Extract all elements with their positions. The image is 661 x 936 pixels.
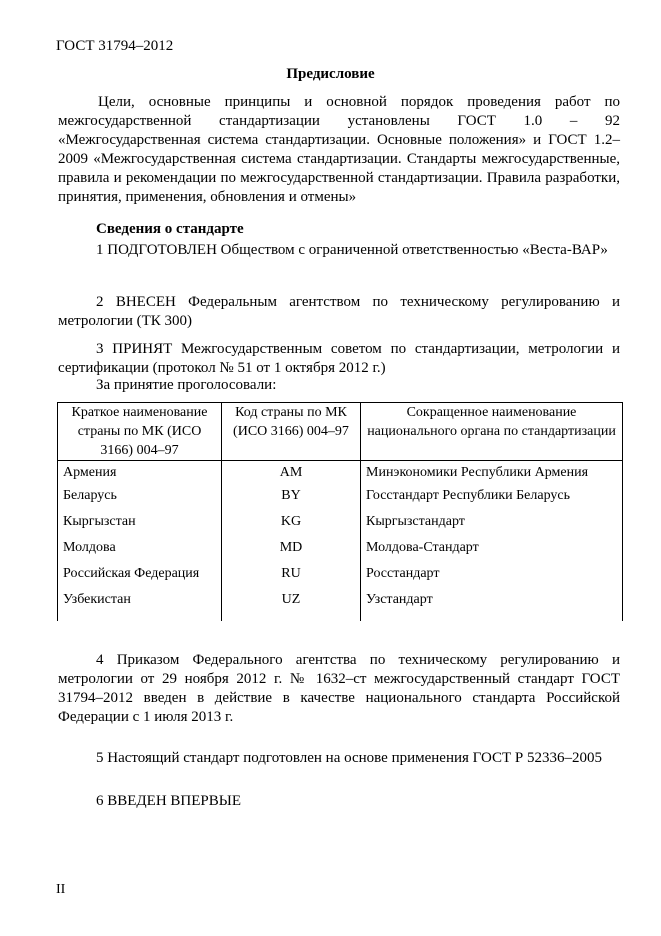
voting-table bbox=[57, 402, 623, 621]
country-name: Узбекистан bbox=[58, 591, 222, 621]
country-code: RU bbox=[222, 565, 361, 591]
country-code: MD bbox=[222, 539, 361, 565]
preface-paragraph bbox=[58, 93, 620, 207]
country-code: AM bbox=[222, 461, 361, 488]
country-name: Армения bbox=[58, 461, 222, 488]
table-row bbox=[58, 539, 623, 565]
table-row bbox=[58, 487, 623, 513]
info-item-3: 3 ПРИНЯТ Межгосударственным советом по стандартизации, метрологии и сертификации (протокол № 51 от 1 октября 2012 г.) bbox=[58, 341, 620, 376]
table-row bbox=[58, 591, 623, 621]
info-item-5: 5 Настоящий стандарт подготовлен на основе применения ГОСТ Р 52336–2005 bbox=[96, 750, 602, 766]
header-country-code: Код страны по МК (ИСО 3166) 004–97 bbox=[222, 403, 361, 461]
standards-body: Молдова-Стандарт bbox=[361, 539, 623, 565]
standards-body: Узстандарт bbox=[361, 591, 623, 621]
standards-body: Госстандарт Республики Беларусь bbox=[361, 487, 623, 513]
page-number: II bbox=[56, 882, 66, 897]
standards-body: Кыргызстандарт bbox=[361, 513, 623, 539]
country-code: UZ bbox=[222, 591, 361, 621]
country-name: Кыргызстан bbox=[58, 513, 222, 539]
preface-text: Цели, основные принципы и основной порядок проведения работ по межгосударственной стандартизации установлены ГОСТ 1.0 – 92 «Межгосударственная система стандартизации. Основные положения» и ГОСТ 1.2–2009 «Межгосударственная система стандартизации. Стандарты межгосударственные, правила и рекомендации по межгосударственной стандартизации. Правила разработки, принятия, применения, обновления и отмены» bbox=[58, 94, 620, 205]
standards-body: Росстандарт bbox=[361, 565, 623, 591]
preface-title: Предисловие bbox=[286, 66, 375, 82]
info-item-1: 1 ПОДГОТОВЛЕН Обществом с ограниченной ответственностью «Веста-ВАР» bbox=[96, 242, 608, 258]
standards-body: Минэкономики Республики Армения bbox=[361, 461, 623, 488]
header-country-name: Краткое наименование страны по МК (ИСО 3166) 004–97 bbox=[58, 403, 222, 461]
country-code: KG bbox=[222, 513, 361, 539]
table-header-row bbox=[58, 403, 623, 461]
table-row bbox=[58, 513, 623, 539]
country-name: Беларусь bbox=[58, 487, 222, 513]
table-row bbox=[58, 565, 623, 591]
document-code: ГОСТ 31794–2012 bbox=[56, 38, 174, 54]
country-code: BY bbox=[222, 487, 361, 513]
voted-label: За принятие проголосовали: bbox=[96, 377, 277, 393]
standard-info-heading: Сведения о стандарте bbox=[96, 221, 244, 237]
info-item-6: 6 ВВЕДЕН ВПЕРВЫЕ bbox=[96, 793, 241, 809]
info-item-4: 4 Приказом Федерального агентства по техническому регулированию и метрологии от 29 ноября 2012 г. № 1632–ст межгосударственный стандарт ГОСТ 31794–2012 введен в действие в качестве национального стандарта Российской Федерации с 1 июля 2013 г. bbox=[58, 652, 620, 725]
table-row bbox=[58, 461, 623, 488]
info-item-2: 2 ВНЕСЕН Федеральным агентством по техническому регулированию и метрологии (ТК 300) bbox=[58, 294, 620, 329]
header-standards-body: Сокращенное наименование национального органа по стандартизации bbox=[361, 403, 623, 461]
country-name: Российская Федерация bbox=[58, 565, 222, 591]
country-name: Молдова bbox=[58, 539, 222, 565]
